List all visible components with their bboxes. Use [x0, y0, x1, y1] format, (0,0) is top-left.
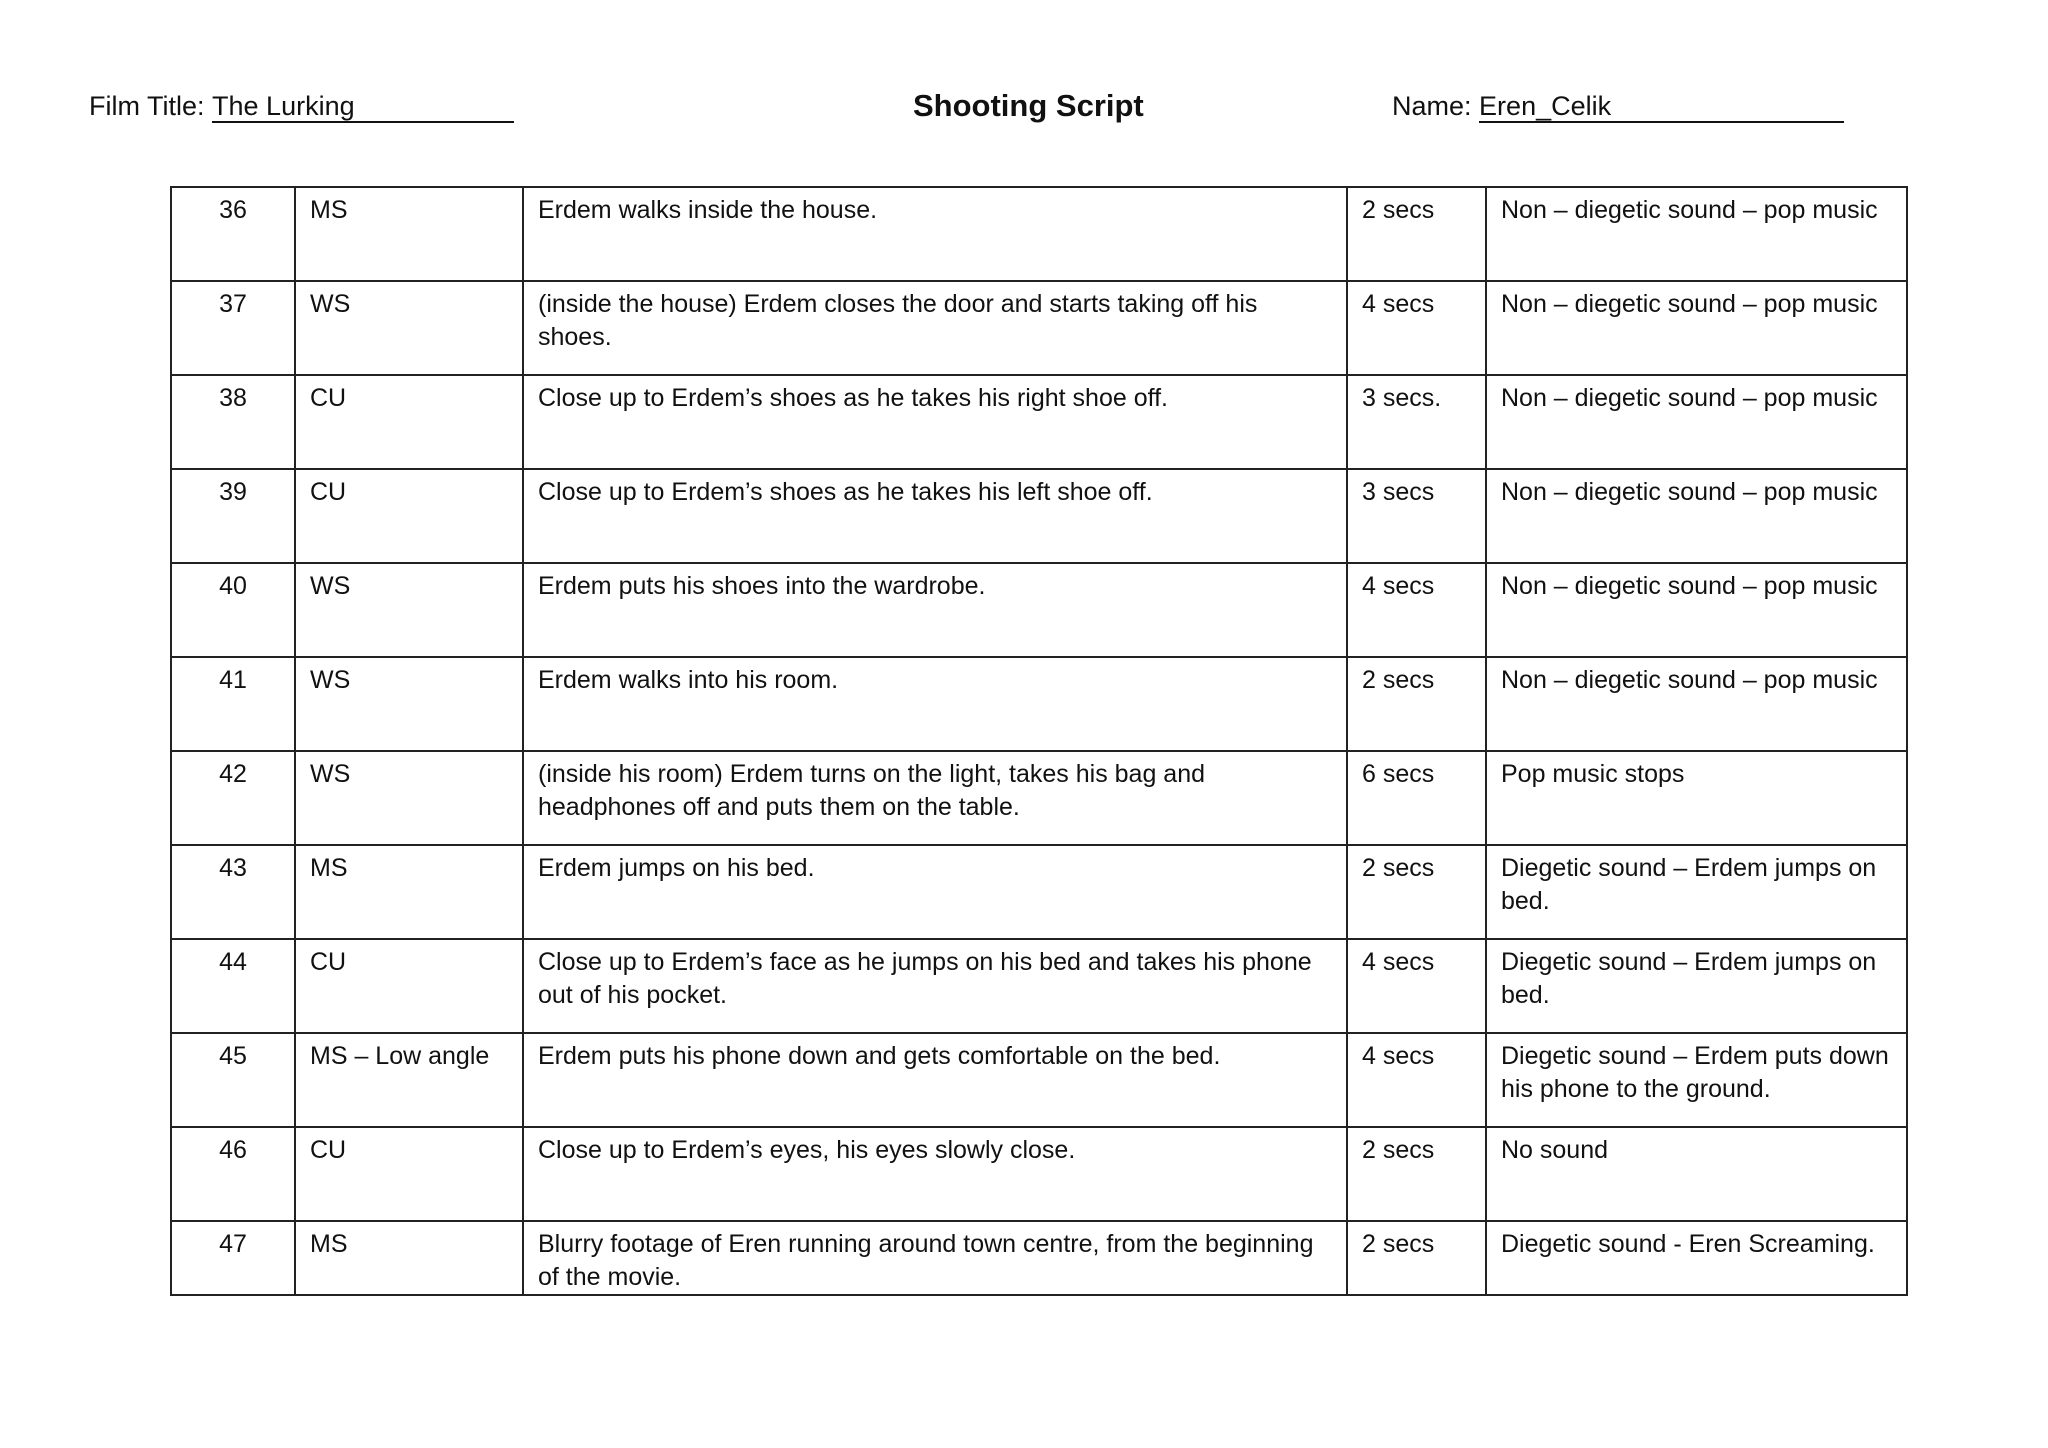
- shot-type: CU: [295, 375, 523, 469]
- table-row: [171, 187, 1907, 281]
- shot-sound: Pop music stops: [1486, 751, 1907, 845]
- shot-description: Close up to Erdem’s shoes as he takes his left shoe off.: [523, 469, 1347, 563]
- table-row: [171, 845, 1907, 939]
- shot-sound: Diegetic sound - Eren Screaming.: [1486, 1221, 1907, 1295]
- shot-type: CU: [295, 1127, 523, 1221]
- shot-duration: 6 secs: [1347, 751, 1486, 845]
- shot-description: Close up to Erdem’s eyes, his eyes slowly close.: [523, 1127, 1347, 1221]
- shot-type: WS: [295, 751, 523, 845]
- shot-duration: 2 secs: [1347, 845, 1486, 939]
- shot-description: Erdem jumps on his bed.: [523, 845, 1347, 939]
- shot-duration: 2 secs: [1347, 187, 1486, 281]
- shot-duration: 4 secs: [1347, 563, 1486, 657]
- shot-type: WS: [295, 563, 523, 657]
- shot-number: 39: [171, 469, 295, 563]
- shot-type: WS: [295, 281, 523, 375]
- table-row: [171, 1221, 1907, 1295]
- shot-duration: 4 secs: [1347, 1033, 1486, 1127]
- shot-number: 37: [171, 281, 295, 375]
- shooting-script-table: [170, 186, 1908, 1296]
- document-header: [0, 86, 2048, 134]
- shot-number: 41: [171, 657, 295, 751]
- author-name-field: [1392, 86, 1844, 126]
- film-title-field: [89, 86, 514, 126]
- shot-type: CU: [295, 939, 523, 1033]
- shot-number: 36: [171, 187, 295, 281]
- table-row: [171, 1127, 1907, 1221]
- shot-sound: Non – diegetic sound – pop music: [1486, 657, 1907, 751]
- shot-number: 45: [171, 1033, 295, 1127]
- shot-description: (inside his room) Erdem turns on the light, takes his bag and headphones off and puts them on the table.: [523, 751, 1347, 845]
- shot-number: 46: [171, 1127, 295, 1221]
- shot-description: Erdem walks into his room.: [523, 657, 1347, 751]
- shot-duration: 3 secs.: [1347, 375, 1486, 469]
- author-name-value: Eren_Celik: [1479, 91, 1844, 123]
- shot-sound: No sound: [1486, 1127, 1907, 1221]
- shot-duration: 2 secs: [1347, 1221, 1486, 1295]
- shot-description: (inside the house) Erdem closes the door and starts taking off his shoes.: [523, 281, 1347, 375]
- shot-sound: Non – diegetic sound – pop music: [1486, 375, 1907, 469]
- film-title-label: Film Title:: [89, 91, 205, 121]
- film-title-value: The Lurking: [212, 91, 514, 123]
- table-row: [171, 939, 1907, 1033]
- shot-duration: 2 secs: [1347, 657, 1486, 751]
- shot-number: 38: [171, 375, 295, 469]
- shot-type: MS: [295, 187, 523, 281]
- shot-sound: Diegetic sound – Erdem jumps on bed.: [1486, 845, 1907, 939]
- document-title: Shooting Script: [913, 88, 1144, 123]
- table-row: [171, 469, 1907, 563]
- table-row: [171, 563, 1907, 657]
- table-row: [171, 751, 1907, 845]
- shot-duration: 4 secs: [1347, 939, 1486, 1033]
- table-row: [171, 375, 1907, 469]
- shot-description: Blurry footage of Eren running around town centre, from the beginning of the movie.: [523, 1221, 1347, 1295]
- shot-type: MS: [295, 1221, 523, 1295]
- table-row: [171, 1033, 1907, 1127]
- shot-number: 47: [171, 1221, 295, 1295]
- shot-sound: Non – diegetic sound – pop music: [1486, 563, 1907, 657]
- author-name-label: Name:: [1392, 91, 1472, 121]
- shot-type: CU: [295, 469, 523, 563]
- shot-description: Close up to Erdem’s face as he jumps on his bed and takes his phone out of his pocket.: [523, 939, 1347, 1033]
- table-row: [171, 657, 1907, 751]
- shot-description: Erdem puts his phone down and gets comfortable on the bed.: [523, 1033, 1347, 1127]
- shot-duration: 3 secs: [1347, 469, 1486, 563]
- table-row: [171, 281, 1907, 375]
- shot-sound: Diegetic sound – Erdem puts down his phone to the ground.: [1486, 1033, 1907, 1127]
- shot-type: WS: [295, 657, 523, 751]
- shot-description: Erdem puts his shoes into the wardrobe.: [523, 563, 1347, 657]
- shot-number: 44: [171, 939, 295, 1033]
- shot-sound: Diegetic sound – Erdem jumps on bed.: [1486, 939, 1907, 1033]
- shot-number: 40: [171, 563, 295, 657]
- shot-type: MS: [295, 845, 523, 939]
- shot-sound: Non – diegetic sound – pop music: [1486, 469, 1907, 563]
- shot-sound: Non – diegetic sound – pop music: [1486, 281, 1907, 375]
- shot-sound: Non – diegetic sound – pop music: [1486, 187, 1907, 281]
- shot-number: 42: [171, 751, 295, 845]
- shot-duration: 4 secs: [1347, 281, 1486, 375]
- shot-description: Close up to Erdem’s shoes as he takes his right shoe off.: [523, 375, 1347, 469]
- shot-duration: 2 secs: [1347, 1127, 1486, 1221]
- shot-number: 43: [171, 845, 295, 939]
- shooting-script-body: [171, 187, 1907, 1295]
- shot-type: MS – Low angle: [295, 1033, 523, 1127]
- shot-description: Erdem walks inside the house.: [523, 187, 1347, 281]
